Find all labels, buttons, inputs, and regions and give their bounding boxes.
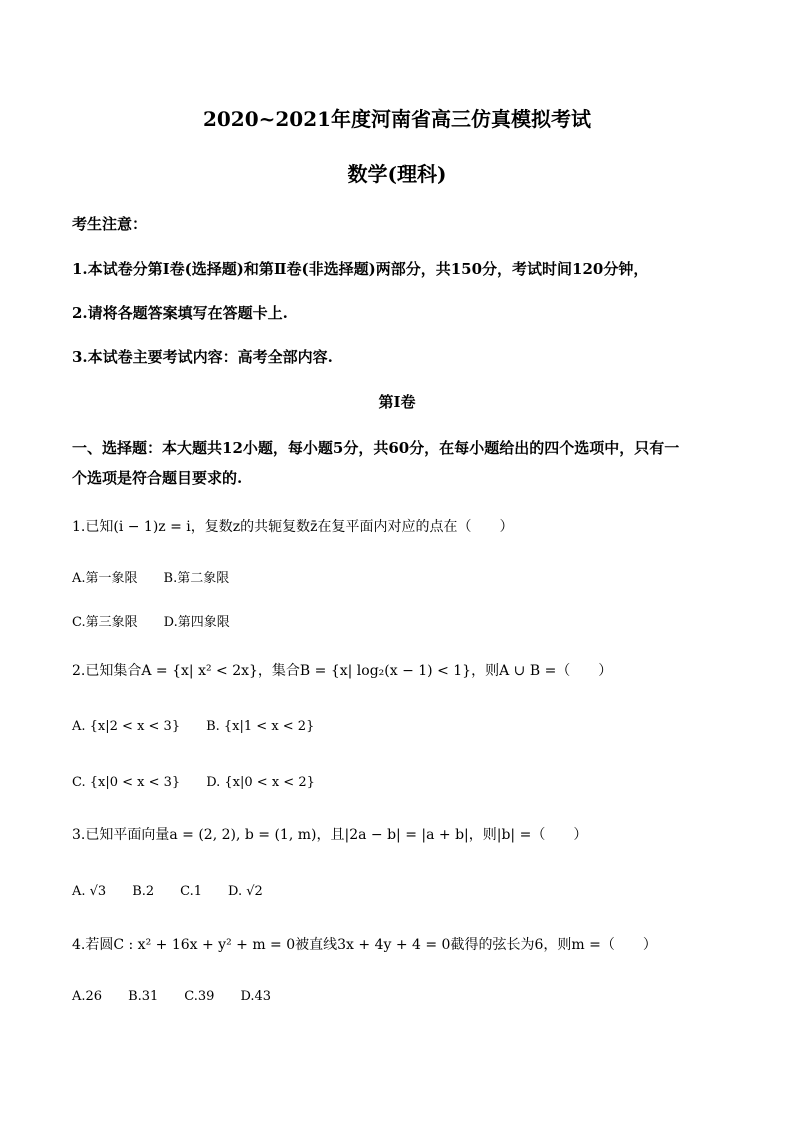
section-intro-line-2: 个选项是符合题目要求的. — [72, 469, 243, 487]
question-1-options-row-2: C.第三象限 D.第四象限 — [72, 615, 230, 630]
question-3-options-row-1: A. √3 B.2 C.1 D. √2 — [72, 884, 263, 899]
question-2-options-row-2: C. {x|0 < x < 3} D. {x|0 < x < 2} — [72, 775, 315, 790]
question-2-stem: 2.已知集合A = {x| x² < 2x}，集合B = {x| log₂(x − 1) < 1}，则A ∪ B =（ ） — [72, 663, 613, 679]
part-title: 第Ⅰ卷 — [378, 393, 416, 411]
note-2: 2.请将各题答案填写在答题卡上. — [72, 304, 288, 322]
note-1: 1.本试卷分第Ⅰ卷(选择题)和第Ⅱ卷(非选择题)两部分，共150分，考试时间120分钟， — [72, 260, 649, 278]
note-3: 3.本试卷主要考试内容：高考全部内容. — [72, 348, 333, 366]
notes-heading: 考生注意： — [72, 215, 148, 233]
exam-subtitle: 数学(理科) — [347, 162, 447, 186]
question-1-stem: 1.已知(i − 1)z = i，复数z的共轭复数z̄在复平面内对应的点在（ ） — [72, 519, 514, 535]
question-1-options-row-1: A.第一象限 B.第二象限 — [72, 571, 230, 586]
question-3-stem: 3.已知平面向量a = (2, 2), b = (1, m)，且|2a − b| = |a + b|，则|b| =（ ） — [72, 827, 588, 843]
question-4-options-row-1: A.26 B.31 C.39 D.43 — [72, 989, 272, 1004]
section-intro-line-1: 一、选择题：本大题共12小题，每小题5分，共60分，在每小题给出的四个选项中，只有一 — [72, 439, 680, 457]
question-2-options-row-1: A. {x|2 < x < 3} B. {x|1 < x < 2} — [72, 719, 315, 734]
exam-title: 2020~2021年度河南省高三仿真模拟考试 — [202, 107, 592, 131]
question-4-stem: 4.若圆C : x² + 16x + y² + m = 0被直线3x + 4y + 4 = 0截得的弦长为6，则m =（ ） — [72, 937, 657, 953]
